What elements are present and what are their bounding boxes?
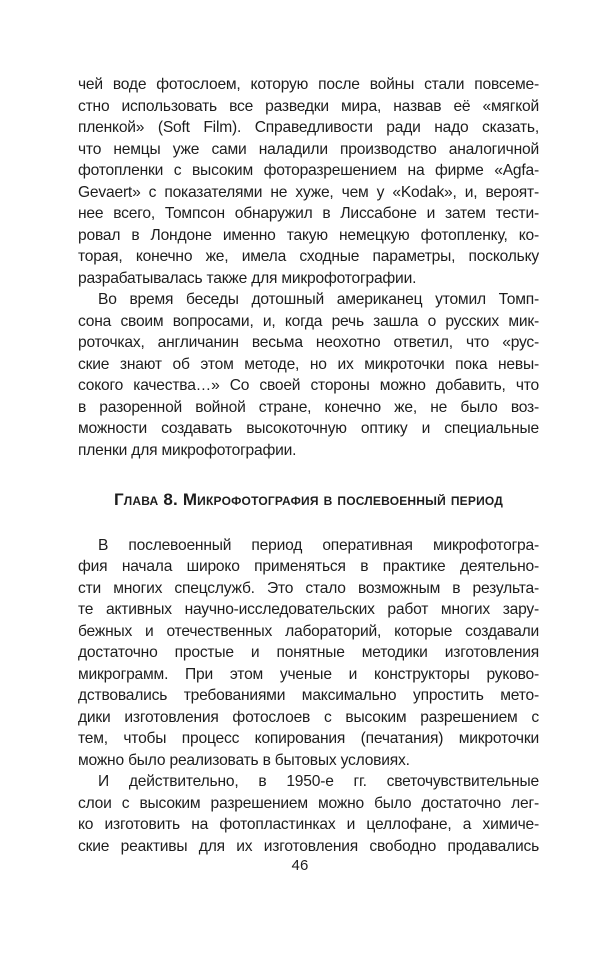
text-line: В послевоенный период оперативная микрофотогра- — [98, 536, 539, 554]
text-line: ко изготовить на фотопластинках и целлофане, а химиче- — [78, 816, 539, 833]
chapter-heading: Глава 8. Микрофотография в послевоенный период — [113, 490, 504, 509]
text-line: дствовались требованиями максимально упростить мето- — [78, 687, 539, 704]
text-line: роточках, англичанин весьма неохотно ответил, что «рус- — [78, 334, 539, 351]
page-text — [78, 74, 539, 857]
text-line: можно было реализовать в бытовых условиях. — [78, 751, 410, 769]
text-line: ские реактивы для их изготовления свободно продавались — [78, 837, 539, 855]
text-line: И действительно, в 1950-е гг. светочувствительные — [98, 773, 539, 790]
text-line: тем, чтобы процесс копирования (печатания) микроточки — [78, 730, 539, 747]
paragraph — [78, 289, 539, 461]
text-line: сона своим вопросами, и, когда речь зашла о русских мик- — [78, 312, 539, 330]
paragraph — [78, 74, 539, 289]
text-line: стно использовать все разведки мира, назвав её «мягкой — [78, 97, 539, 115]
text-line: Во время беседы дотошный американец утомил Томп- — [98, 291, 539, 308]
text-line: чей воде фотослоем, которую после войны стали повсеме- — [78, 76, 539, 93]
text-line: бежных и отечественных лабораторий, которые создавали — [78, 622, 539, 640]
text-line: дики изготовления фотослоев с высоким разрешением с — [78, 708, 539, 726]
text-line: слои с высоким разрешением можно было достаточно лег- — [78, 794, 539, 812]
text-line: сокого качества…» Со своей стороны можно добавить, что — [78, 377, 539, 394]
text-line: сти многих спецслужб. Это стало возможным в результа- — [78, 579, 539, 597]
paragraph — [78, 535, 539, 772]
text-line: ровал в Лондоне именно такую немецкую фотопленку, ко- — [78, 226, 539, 244]
paragraph — [78, 771, 539, 857]
text-line: фия начала широко применяться в практике деятельно- — [78, 558, 539, 575]
text-line: фотопленки с высоким фоторазрешением на фирме «Agfa- — [78, 162, 539, 179]
text-line: можности создавать высокоточную оптику и специальные — [78, 420, 539, 437]
text-line: нее всего, Томпсон обнаружил в Лиссабоне и затем тести- — [78, 205, 539, 222]
page-number: 46 — [291, 857, 309, 874]
text-line: ские знают об этом методе, но их микроточки пока невы- — [78, 355, 539, 373]
text-line: пленкой» (Soft Film). Справедливости ради надо сказать, — [78, 119, 539, 136]
text-line: Gevaert» с показателями не хуже, чем у «Kodak», и, вероят- — [78, 183, 539, 201]
text-line: в разоренной войной стране, конечно же, не было воз- — [78, 398, 539, 416]
text-line: торая, конечно же, имела сходные параметры, поскольку — [78, 248, 539, 265]
text-line: микрограмм. При этом ученые и конструкторы руково- — [78, 665, 539, 683]
text-line: те активных научно-исследовательских работ многих зару- — [78, 601, 539, 618]
text-line: пленки для микрофотографии. — [78, 441, 297, 459]
text-line: что немцы уже сами наладили производство аналогичной — [78, 140, 539, 158]
text-line: разрабатывалась также для микрофотографии. — [78, 269, 417, 287]
text-line: достаточно простые и понятные методики изготовления — [78, 644, 539, 661]
